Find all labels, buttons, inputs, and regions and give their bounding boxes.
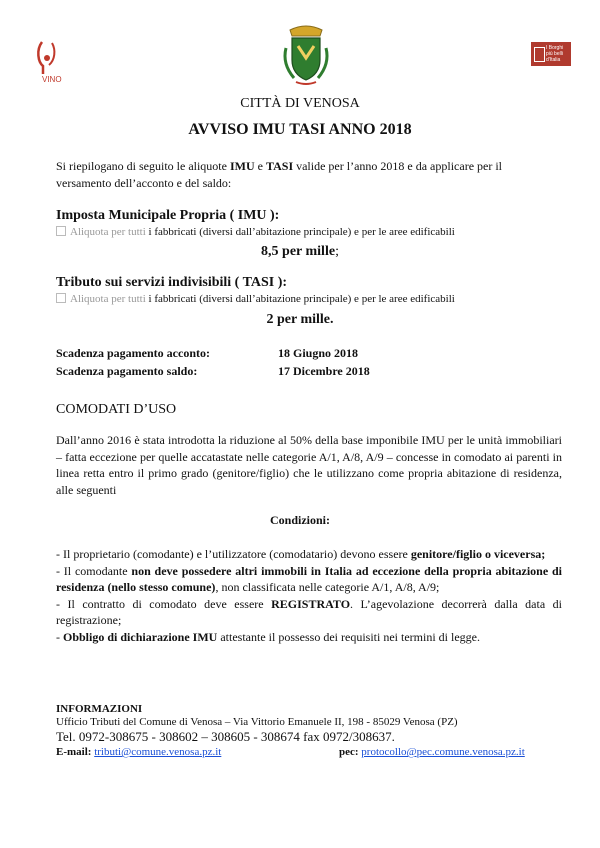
email-link[interactable]: tributi@comune.venosa.pz.it [94, 746, 222, 758]
contact-line [56, 746, 525, 758]
condition-3-rest: . L’agevolazione decorrerà dalla data di registrazione; [56, 596, 562, 627]
intro-and: e [254, 159, 266, 173]
tasi-line-rest: i fabbricati (diversi dall’abitazione principale) e per le aree edificabili [145, 293, 455, 305]
condition-1-text: - Il proprietario (comodante) e l’utilizzatore (comodatario) devono essere [56, 547, 411, 561]
borghi-tower-icon [534, 47, 545, 62]
wine-logo-icon [34, 40, 64, 84]
tasi-heading: Tributo sui servizi indivisibili ( TASI ): [56, 275, 288, 290]
condition-3-bold: REGISTRATO [271, 596, 351, 611]
condition-1-bold: genitore/figlio o viceversa; [410, 547, 546, 561]
tasi-rate-description [56, 293, 455, 305]
checkbox-icon [56, 293, 66, 303]
imu-line-faint: Aliquota per tutti [70, 226, 146, 238]
imu-heading: Imposta Municipale Propria ( IMU ): [56, 208, 280, 223]
condition-item [56, 563, 562, 596]
phone-line: Tel. 0972-308675 - 308602 – 308605 - 308674 fax 0972/308637. [56, 729, 395, 744]
condition-2-bold: non deve possedere altri immobili in Italia ad eccezione della propria abitazione di residenza (nello stesso comune) [56, 563, 562, 594]
condition-2-text: - Il comodante [56, 563, 132, 578]
condition-4-bold: Obbligo di dichiarazione IMU [63, 629, 218, 644]
deadline-acconto-label: Scadenza pagamento acconto: [56, 346, 210, 360]
imu-rate-suffix: ; [335, 244, 339, 259]
checkbox-icon [56, 226, 66, 236]
email-label: E-mail: [56, 746, 92, 758]
condition-2-rest: , non classificata nelle categorie A/1, A/8, A/9; [215, 580, 440, 594]
deadline-acconto-date: 18 Giugno 2018 [278, 346, 359, 360]
imu-rate [0, 244, 600, 260]
imu-rate-description [56, 226, 455, 238]
condition-3-text: - Il contratto di comodato deve essere [56, 596, 272, 611]
intro-rest: valide per l’anno 2018 e da applicare per il versamento dell’acconto e del saldo: [56, 159, 503, 190]
page-title: AVVISO IMU TASI ANNO 2018 [188, 121, 412, 138]
condition-item [56, 546, 562, 563]
office-address: Ufficio Tributi del Comune di Venosa – Via Vittorio Emanuele II, 198 - 85029 Venosa (PZ) [56, 716, 458, 728]
deadline-saldo-label: Scadenza pagamento saldo: [56, 364, 198, 378]
imu-rate-value: 8,5 per mille [261, 244, 336, 259]
pec-link[interactable]: protocollo@pec.comune.venosa.pz.it [361, 746, 525, 758]
imu-line-rest: i fabbricati (diversi dall’abitazione principale) e per le aree edificabili [145, 226, 455, 238]
tasi-rate: 2 per mille. [266, 312, 334, 327]
conditions-list [56, 546, 562, 645]
wine-logo-text: VINO [42, 75, 62, 84]
pec-wrap [339, 746, 525, 758]
conditions-heading: Condizioni: [269, 513, 330, 527]
condition-4-text: - [56, 629, 63, 644]
intro-paragraph [56, 158, 556, 192]
comodati-paragraph: Dall’anno 2016 è stata introdotta la riduzione al 50% della base imponibile IMU per le unità immobiliari – fatta eccezione per quelle accatastate nelle categorie A/1, A/8, A/9 – concesse in comodato ai parenti in linea retta entro il primo grado (genitore/figlio) che le utilizzano come propria abitazione di residenza, alle seguenti [56, 433, 562, 497]
city-name: CITTÀ DI VENOSA [240, 96, 360, 111]
intro-text: Si riepilogano di seguito le aliquote [56, 159, 230, 173]
borghi-logo-text: I Borghi più belli d'Italia [546, 45, 564, 63]
tasi-line-faint: Aliquota per tutti [70, 293, 146, 305]
deadline-saldo-date: 17 Dicembre 2018 [278, 364, 370, 378]
condition-4-rest: attestante il possesso dei requisiti nei termini di legge. [217, 629, 480, 644]
condition-item [56, 596, 562, 629]
pec-label: pec: [339, 746, 359, 758]
comodati-heading: COMODATI D’USO [56, 402, 177, 417]
intro-tasi: TASI [265, 159, 294, 173]
intro-imu: IMU [229, 159, 255, 173]
city-crest-icon [280, 24, 332, 86]
info-heading: INFORMAZIONI [56, 703, 143, 715]
condition-item [56, 629, 562, 646]
borghi-logo-icon [531, 42, 571, 66]
